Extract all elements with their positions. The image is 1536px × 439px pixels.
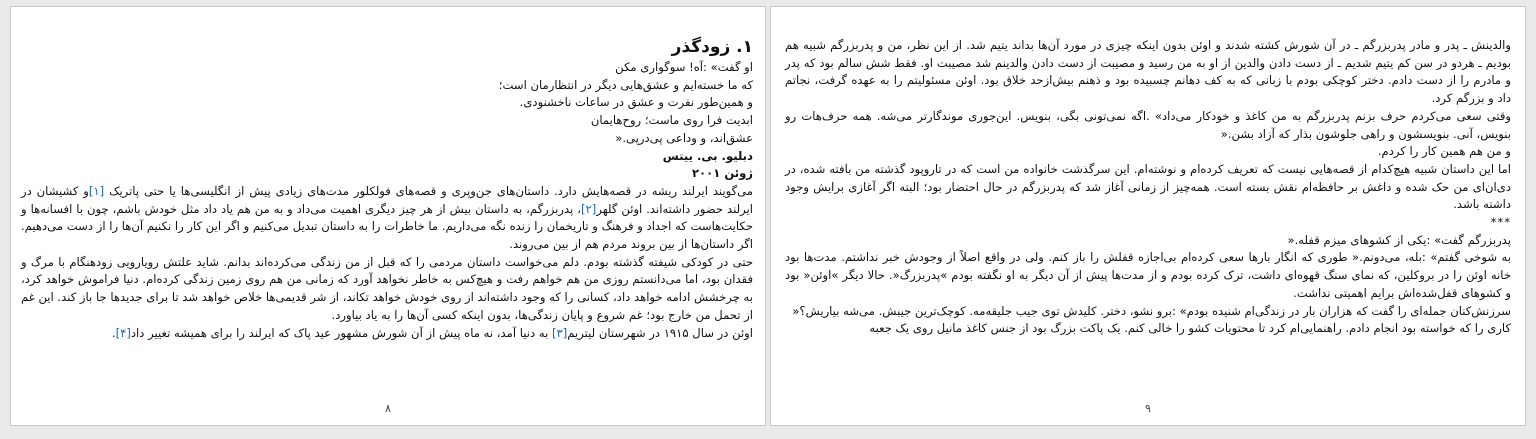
poem-line: و همین‌طور نفرت و عشق در ساعات ناخشنودی. (519, 95, 753, 110)
body-paragraph: حتی در کودکی شیفته گذشته بودم. دلم می‌خواست داستان مردمی را که قبل از من زندگی می‌کرده‌اند بدانم. شاید علتش رویارویی زودهنگام با مرگ و فقدان بود، اما می‌دانستم روزی من هم خواهم رفت و هیچ‌کس به خاطر نخواهد آورد که زمانی من هم روی زمین زندگی کرده‌ام. دنیا فراموش خواهد کرد، به چرخشش ادامه خواهد داد، کسانی را که وجود داشته‌اند از روی خودش خواهد تکاند، از شر قدیمی‌ها خلاص خواهد شد تا برای جدیدها جا باز کند. این غم از تحمل من خارج بود؛ غم شروع و پایان زندگی‌ها، بدون اینکه کسی آن‌ها را به یاد بیاورد. (21, 254, 753, 322)
paragraph-text: می‌گویند ایرلند ریشه در قصه‌هایش دارد. داستان‌های جن‌وپری و قصه‌های فولکلور مدت‌های زیادی پیش از انگلیسی‌ها یا حتی پاتریک (104, 183, 754, 198)
left-page-content (21, 35, 753, 342)
footnote-link[interactable]: [۴] (115, 325, 131, 340)
chapter-date: ژوئن ۲۰۰۱ (691, 166, 753, 181)
body-paragraph: والدینش ـ پدر و مادر پدربزرگم ـ در آن شورش کشته شدند و اوئن بدون اینکه چیزی در مورد آن‌ها بداند یتیم شد. از این نظر، من و پدربزرگم شبیه هم بودیم ـ هردو در سن کم یتیم شدیم ـ از دست دادن والدین از او به من رسید و مصیبت از دست دادن والدینم شد مصیبت او. فقط شش سالم بود که پدر و مادرم را از دست دادم. دختر کوچکی بودم با زبانی که به کف دهانم چسبیده بود و ذهنم بیش‌ازحد خلاق بود. اوئن مسئولیتم را به عهده گرفت، نجاتم داد و بزرگم کرد. (785, 38, 1511, 106)
right-page (770, 6, 1526, 426)
page-number: ۸ (385, 402, 391, 415)
section-separator: *** (1490, 215, 1511, 230)
epigraph-poem (21, 59, 753, 148)
right-page-content (785, 37, 1511, 338)
paragraph-text: . (111, 325, 116, 340)
paragraph-text: به دنیا آمد، نه ماه پیش از آن شورش مشهور عید پاک که ایرلند را برای همیشه تغییر داد (130, 325, 552, 340)
poem-line: که ما خسته‌ایم و عشق‌هایی دیگر در انتظارمان است؛ (498, 77, 753, 92)
epigraph-author: دبلیو. بی. ییتس (662, 148, 753, 163)
footnote-link[interactable]: [۲] (581, 201, 597, 216)
body-paragraph (21, 325, 753, 343)
paragraph-text: اوئن در سال ۱۹۱۵ در شهرستان لیتریم (567, 325, 753, 340)
body-paragraph: به شوخی گفتم» :بله، می‌دونم.« طوری که انگار بارها سعی کرده‌ام بی‌اجازه قفلش را باز کنم. ولی در واقع اصلاً از وجودش خبر نداشتم. مدت‌ها بود خانه اوئن را در بروکلین، که نمای سنگ قهوه‌ای داشت، ترک کرده بودم و از مدت‌ها پیش از آن دیگر به او نگفته بودم »پدربزرگ«. حالا دیگر »اوئن« بود و کشوهای قفل‌شده‌اش برایم اهمیتی نداشت. (785, 250, 1511, 300)
body-paragraph: سرزنش‌کنان جمله‌ای را گفت که هزاران بار در زندگی‌ام شنیده بودم» :برو نشو، دختر. کلیدش توی جیب جلیقه‌مه. کوچک‌ترین جیبش. می‌شه بیاریش؟« (792, 303, 1511, 318)
paragraph-text: ، پدربزرگم، به داستان بیش از هر چیز دیگری اهمیت می‌داد و به من هم یاد داد مثل خودش باشم، چون با افسانه‌ها و حکایت‌هاست که اجداد و فرهنگ و تاریخمان را زنده نگه می‌داریم. ما خاطرات را به داستان تبدیل می‌کنیم و اگر این کار را نکنیم آن‌ها را از دست می‌دهیم. اگر داستان‌ها از بین بروند مردم هم از بین می‌روند. (21, 201, 753, 252)
body-paragraph: وقتی سعی می‌کردم حرف بزنم پدربزرگم به من کاغذ و خودکار می‌داد» .اگه نمی‌تونی بگی، بنویس. این‌جوری موندگارتر می‌شه. همه حرف‌هات رو بنویس، آنی. بنویسشون و راهی جلوشون بذار که آزاد بشن.« (785, 108, 1511, 141)
body-paragraph: و من هم همین کار را کردم. (1377, 144, 1511, 159)
page-number: ۹ (1145, 402, 1151, 415)
paragraph-text: و کشیشان در ایرلند حضور داشته‌اند. اوئن گلهر (21, 183, 754, 216)
body-paragraph: کاری را که خواسته بود انجام دادم. راهنمایی‌ام کرد تا محتویات کشو را خالی کنم. یک پاکت بزرگ بود از جنس کاغذ مانیل روی یک جعبه (869, 321, 1511, 336)
body-paragraph (21, 183, 753, 254)
poem-line: او گفت» :آه! سوگواری مکن (615, 60, 753, 74)
chapter-title: ۱. زودگذر (671, 37, 753, 57)
body-paragraph: اما این داستان شبیه هیچ‌کدام از قصه‌هایی نیست که تعریف کرده‌ام و نوشته‌ام. این سرگذشت خانواده من است که در تاروپود گذشته من بافته شده، در دی‌ان‌ای من حک شده و داغش بر حافظه‌ام نقش بسته است. همه‌چیز از زمانی آغاز شد که پدربزرگم در حال احتضار بود؛ البته اگر آغازی برایش وجود داشته باشد. (785, 161, 1511, 212)
left-page (10, 6, 766, 426)
footnote-link[interactable]: [۳] (552, 325, 568, 340)
footnote-link[interactable]: [۱] (88, 183, 105, 198)
poem-line: ابدیت فرا روی ماست؛ روح‌هایمان (590, 113, 753, 128)
body-paragraph: پدربزرگم گفت» :یکی از کشوهای میزم قفله.« (1287, 232, 1511, 247)
poem-line: عشق‌اند، و وداعی پی‌درپی.« (615, 130, 753, 145)
